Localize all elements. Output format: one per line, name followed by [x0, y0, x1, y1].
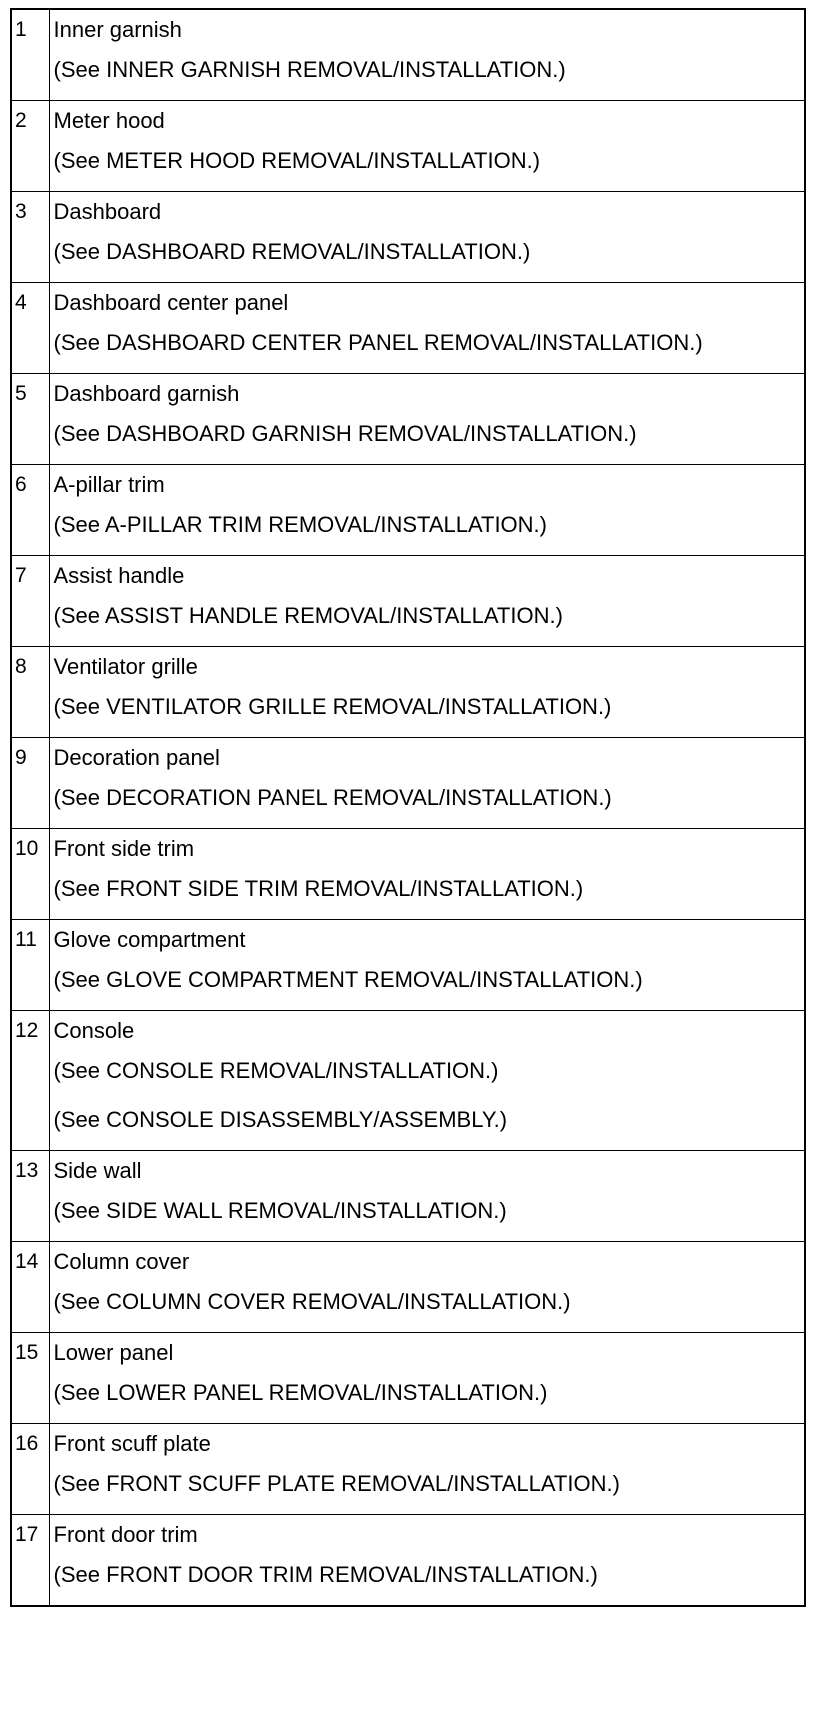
- procedure-reference: (See INNER GARNISH REMOVAL/INSTALLATION.): [53, 57, 566, 82]
- procedure-reference: (See METER HOOD REMOVAL/INSTALLATION.): [53, 148, 541, 173]
- procedure-reference: (See DASHBOARD CENTER PANEL REMOVAL/INSTALLATION.): [53, 330, 703, 355]
- part-name: Front side trim: [53, 836, 195, 861]
- part-content-cell: [49, 101, 805, 192]
- part-name: Lower panel: [53, 1340, 174, 1365]
- table-row: [11, 465, 805, 556]
- table-row: [11, 920, 805, 1011]
- table-row: [11, 374, 805, 465]
- part-name: Dashboard garnish: [53, 381, 240, 406]
- part-name: Ventilator grille: [53, 654, 198, 679]
- part-name: Assist handle: [53, 563, 185, 588]
- part-content-cell: [49, 192, 805, 283]
- table-row: [11, 556, 805, 647]
- part-number: 17: [11, 1515, 49, 1607]
- table-row: [11, 9, 805, 101]
- part-name: Meter hood: [53, 108, 165, 133]
- part-number: 14: [11, 1242, 49, 1333]
- part-name: Front scuff plate: [53, 1431, 211, 1456]
- part-content-cell: [49, 374, 805, 465]
- table-row: [11, 647, 805, 738]
- part-number: 9: [11, 738, 49, 829]
- part-content-cell: [49, 283, 805, 374]
- procedure-reference: (See CONSOLE DISASSEMBLY/ASSEMBLY.): [53, 1107, 508, 1132]
- table-row: [11, 1151, 805, 1242]
- part-content-cell: [49, 465, 805, 556]
- procedure-reference: (See FRONT SIDE TRIM REMOVAL/INSTALLATION.): [53, 876, 584, 901]
- part-name: Inner garnish: [53, 17, 182, 42]
- part-content-cell: [49, 920, 805, 1011]
- procedure-reference: (See VENTILATOR GRILLE REMOVAL/INSTALLATION.): [53, 694, 612, 719]
- part-content-cell: [49, 1424, 805, 1515]
- part-name: Dashboard: [53, 199, 162, 224]
- procedure-reference: (See LOWER PANEL REMOVAL/INSTALLATION.): [53, 1380, 548, 1405]
- table-row: [11, 738, 805, 829]
- procedure-reference: (See DASHBOARD GARNISH REMOVAL/INSTALLATION.): [53, 421, 637, 446]
- part-content-cell: [49, 1151, 805, 1242]
- part-name: Console: [53, 1018, 135, 1043]
- part-number: 3: [11, 192, 49, 283]
- table-row: [11, 1333, 805, 1424]
- table-row: [11, 1011, 805, 1151]
- procedure-reference: (See A-PILLAR TRIM REMOVAL/INSTALLATION.): [53, 512, 547, 537]
- parts-table-body: [11, 9, 805, 1606]
- table-row: [11, 1515, 805, 1607]
- part-name: Decoration panel: [53, 745, 220, 770]
- procedure-reference: (See ASSIST HANDLE REMOVAL/INSTALLATION.): [53, 603, 563, 628]
- procedure-reference: (See COLUMN COVER REMOVAL/INSTALLATION.): [53, 1289, 571, 1314]
- part-name: Front door trim: [53, 1522, 198, 1547]
- part-name: Dashboard center panel: [53, 290, 289, 315]
- procedure-reference: (See SIDE WALL REMOVAL/INSTALLATION.): [53, 1198, 507, 1223]
- procedure-reference: (See CONSOLE REMOVAL/INSTALLATION.): [53, 1058, 499, 1083]
- part-number: 8: [11, 647, 49, 738]
- part-content-cell: [49, 738, 805, 829]
- part-content-cell: [49, 1242, 805, 1333]
- part-number: 1: [11, 9, 49, 101]
- part-number: 5: [11, 374, 49, 465]
- part-number: 7: [11, 556, 49, 647]
- part-number: 11: [11, 920, 49, 1011]
- procedure-reference: (See FRONT SCUFF PLATE REMOVAL/INSTALLATION.): [53, 1471, 620, 1496]
- procedure-reference: (See FRONT DOOR TRIM REMOVAL/INSTALLATION.): [53, 1562, 598, 1587]
- parts-table: [10, 8, 806, 1607]
- procedure-reference: (See GLOVE COMPARTMENT REMOVAL/INSTALLATION.): [53, 967, 643, 992]
- part-number: 2: [11, 101, 49, 192]
- table-row: [11, 192, 805, 283]
- table-row: [11, 1242, 805, 1333]
- part-content-cell: [49, 647, 805, 738]
- part-number: 13: [11, 1151, 49, 1242]
- table-row: [11, 829, 805, 920]
- part-name: Glove compartment: [53, 927, 246, 952]
- part-content-cell: [49, 9, 805, 101]
- procedure-reference: (See DASHBOARD REMOVAL/INSTALLATION.): [53, 239, 531, 264]
- part-content-cell: [49, 556, 805, 647]
- part-number: 12: [11, 1011, 49, 1151]
- part-number: 15: [11, 1333, 49, 1424]
- part-number: 6: [11, 465, 49, 556]
- part-name: Side wall: [53, 1158, 142, 1183]
- part-number: 16: [11, 1424, 49, 1515]
- table-row: [11, 1424, 805, 1515]
- part-name: A-pillar trim: [53, 472, 165, 497]
- part-number: 10: [11, 829, 49, 920]
- table-row: [11, 283, 805, 374]
- table-row: [11, 101, 805, 192]
- part-name: Column cover: [53, 1249, 190, 1274]
- part-content-cell: [49, 829, 805, 920]
- part-number: 4: [11, 283, 49, 374]
- procedure-reference: (See DECORATION PANEL REMOVAL/INSTALLATION.): [53, 785, 612, 810]
- part-content-cell: [49, 1515, 805, 1607]
- part-content-cell: [49, 1333, 805, 1424]
- part-content-cell: [49, 1011, 805, 1151]
